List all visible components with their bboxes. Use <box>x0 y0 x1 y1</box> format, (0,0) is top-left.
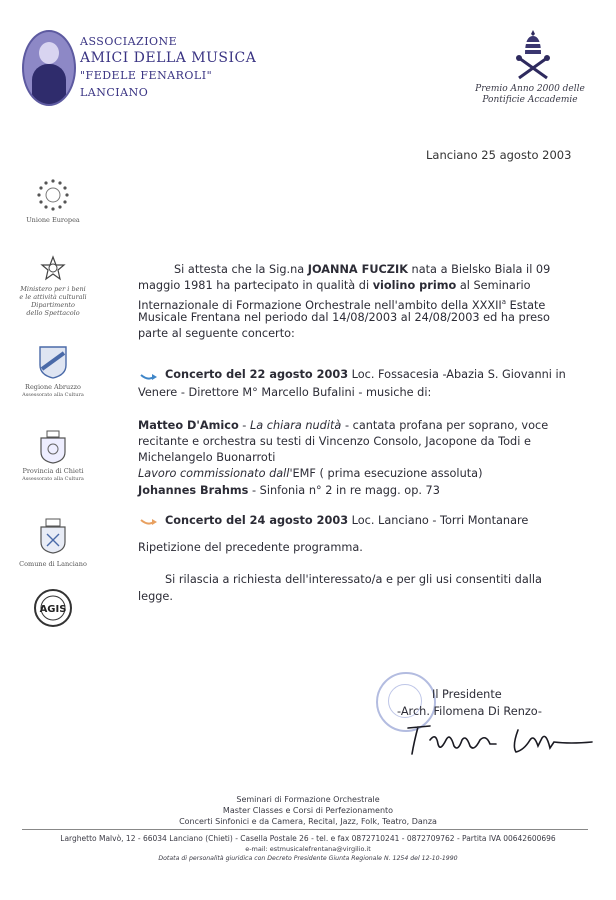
footer-email: e-mail: estmusicalefrentana@virgilio.it <box>245 845 371 853</box>
body-l1-b: nata a Bielsko Biala il 09 <box>411 263 551 276</box>
founder-portrait-logo <box>22 30 76 106</box>
closing-line-1: Si rilascia a richiesta dell'interessato/a e per gli usi consentiti dalla <box>165 573 542 586</box>
footer-divider <box>22 829 588 830</box>
lanciano-label: Comune di Lanciano <box>19 560 87 568</box>
footer-line-1: Seminari di Formazione Orchestrale <box>236 795 380 804</box>
commission-a: Lavoro commissionato dall' <box>138 467 293 480</box>
association-line-1: ASSOCIAZIONE <box>80 35 178 48</box>
composer-1: Matteo D'Amico <box>138 419 239 432</box>
eu-stars-icon <box>36 178 70 212</box>
abruzzo-label <box>13 383 93 399</box>
association-line-4: LANCIANO <box>80 86 149 99</box>
chieti-label <box>13 467 93 483</box>
premio-caption <box>470 84 590 106</box>
body-l2-b: al Seminario <box>459 279 531 292</box>
body-l3-sup: a <box>501 298 507 306</box>
concerto-1-location: Loc. Fossacesia -Abazia S. Giovanni in <box>351 368 566 381</box>
commission-b: EMF ( prima esecuzione assoluta) <box>292 467 483 480</box>
eu-label: Unione Europea <box>26 216 80 224</box>
handwritten-signature <box>400 722 600 758</box>
regione-abruzzo-shield-icon <box>38 345 68 379</box>
ministero-line-4: dello Spettacolo <box>26 309 80 317</box>
footer-decree: Dotata di personalità giuridica con Decreto Presidente Giunta Regionale N. 1254 del 12-10-1990 <box>158 855 458 862</box>
arrow-bullet-icon <box>140 518 158 526</box>
ministero-line-3: Dipartimento <box>31 301 75 309</box>
ministero-label <box>13 285 93 317</box>
work-1-desc: - cantata profana per soprano, voce <box>344 419 549 432</box>
composer-2: Johannes Brahms <box>138 484 249 497</box>
footer-line-3: Concerti Sinfonici e da Camera, Recital, Jazz, Folk, Teatro, Danza <box>179 817 437 826</box>
body-l3-b: Estate <box>509 298 546 312</box>
signature-title: Il Presidente <box>432 688 502 701</box>
provincia-chieti-crest-icon <box>38 430 68 464</box>
abruzzo-line-2: Assessorato alla Cultura <box>22 392 84 398</box>
work-1-title: La chiara nudità <box>249 419 342 432</box>
premio-line-1: Premio Anno 2000 delle <box>475 84 585 94</box>
arrow-bullet-icon <box>140 373 158 381</box>
body-l2-a: maggio 1981 ha partecipato in qualità di <box>138 279 370 292</box>
body-l3-a: Internazionale di Formazione Orchestrale nell'ambito della XXXII <box>138 298 502 312</box>
body-line-5: parte al seguente concerto: <box>138 327 295 340</box>
ministero-line-1: Ministero per i beni <box>20 285 86 293</box>
concerto-1-title: Concerto del 22 agosto 2003 <box>165 368 349 381</box>
footer-line-2: Master Classes e Corsi di Perfezionamento <box>222 806 394 815</box>
abruzzo-line-1: Regione Abruzzo <box>25 383 81 391</box>
program-line-2: recitante e orchestra su testi di Vincenzo Consolo, Jacopone da Todi e <box>138 435 531 448</box>
papal-tiara-emblem <box>513 28 553 82</box>
body-line-1 <box>174 262 550 278</box>
concerto-1-line-1 <box>165 367 566 383</box>
concerto-1-director: Venere - Direttore M° Marcello Bufalini <box>138 386 355 399</box>
student-name: JOANNA FUCZIK <box>307 263 408 276</box>
association-name <box>80 33 256 101</box>
work-2: - Sinfonia n° 2 in re magg. op. 73 <box>251 484 440 497</box>
program-line-5 <box>138 483 440 499</box>
chieti-line-1: Provincia di Chieti <box>22 467 84 475</box>
repeat-line: Ripetizione del precedente programma. <box>138 541 363 554</box>
chieti-line-2: Assessorato alla Cultura <box>22 476 84 482</box>
italian-republic-emblem-icon <box>40 255 66 283</box>
role: violino primo <box>372 279 457 292</box>
concerto-1-music: - musiche di: <box>358 386 432 399</box>
body-line-4: Musicale Frentana nel periodo dal 14/08/2003 al 24/08/2003 ed ha preso <box>138 311 550 324</box>
body-l1-a: Si attesta che la Sig.na <box>174 263 305 276</box>
closing-line-2: legge. <box>138 590 173 603</box>
letter-date: Lanciano 25 agosto 2003 <box>426 148 572 162</box>
comune-lanciano-crest-icon <box>38 518 68 554</box>
association-line-2: AMICI DELLA MUSICA <box>80 50 257 66</box>
program-line-3: Michelangelo Buonarroti <box>138 451 276 464</box>
agis-logo-icon <box>33 588 73 628</box>
body-line-2 <box>138 278 531 294</box>
signature-name: -Arch. Filomena Di Renzo- <box>397 705 543 718</box>
ministero-line-2: e le attività culturali <box>19 293 87 301</box>
concerto-1-line-2 <box>138 385 431 401</box>
premio-line-2: Pontificie Accademie <box>482 95 578 105</box>
concerto-2-line <box>165 513 528 529</box>
agis-text: AGIS <box>39 604 67 615</box>
association-line-3: "FEDELE FENAROLI" <box>80 69 213 82</box>
program-line-4 <box>138 466 483 482</box>
footer-address: Larghetto Malvò, 12 - 66034 Lanciano (Chieti) - Casella Postale 26 - tel. e fax 0872710241 - 0872709762 - Partita IVA 00642600696 <box>60 834 556 843</box>
concerto-2-location: Loc. Lanciano - Torri Montanare <box>351 514 529 527</box>
program-line-1: Matteo D'Amico - La chiara nudità - cantata profana per soprano, voce <box>138 419 549 432</box>
concerto-2-title: Concerto del 24 agosto 2003 <box>165 514 349 527</box>
